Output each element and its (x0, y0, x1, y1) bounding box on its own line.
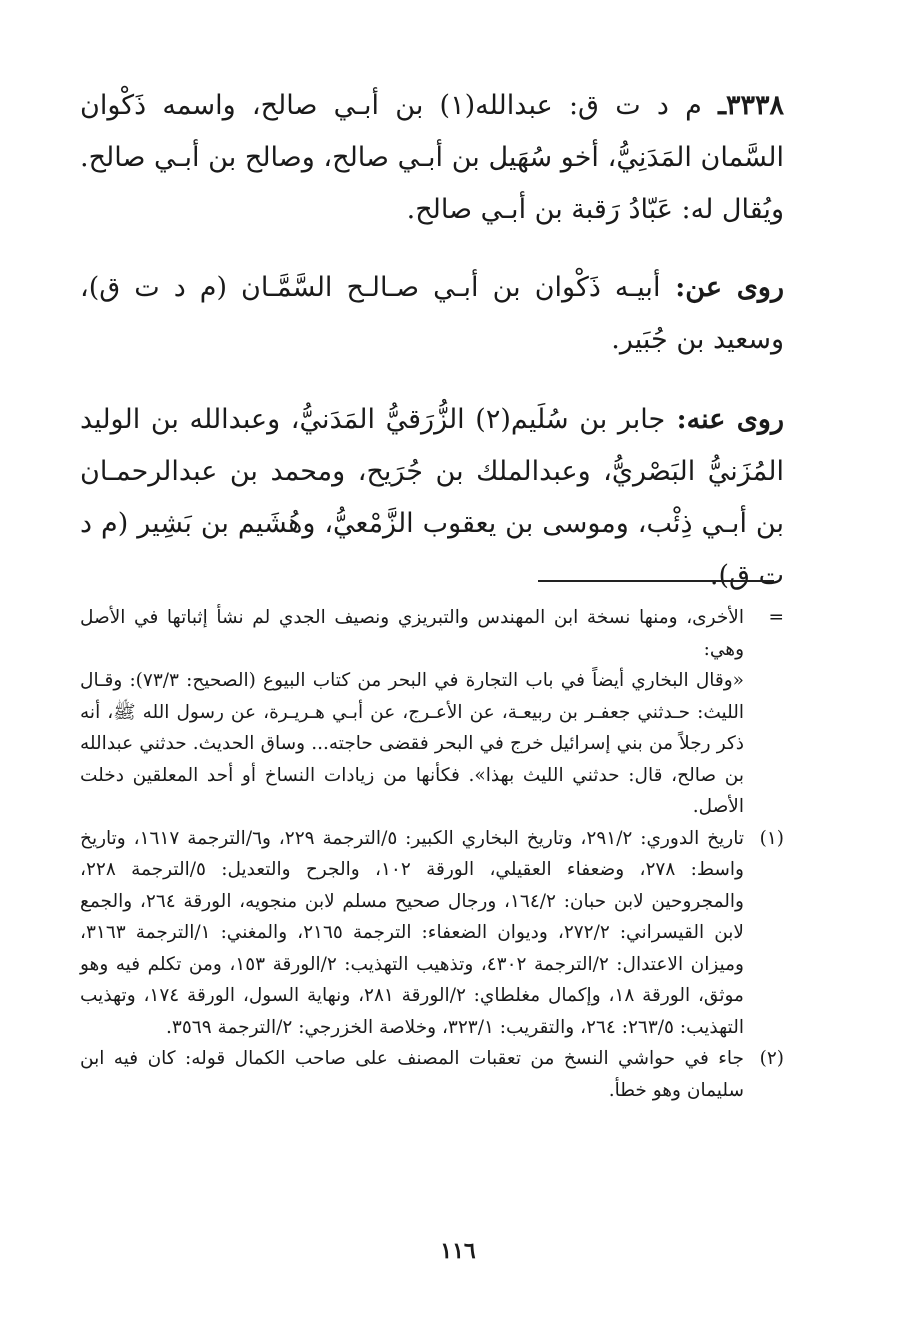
entry-symbols: م د ت ق: (552, 90, 719, 121)
narrated-from-label: روى عن: (660, 272, 785, 303)
entry-dash: ـ (718, 90, 726, 121)
narrated-by-paragraph (80, 394, 784, 602)
footnote-2-text: جاء في حواشي النسخ من تعقبات المصنف على صاحب الكمال قوله: كان فيه ابن سليمان وهو خطأ. (80, 1048, 744, 1101)
footnote-continued-body (80, 602, 744, 823)
footnotes-section (80, 602, 784, 1106)
biography-entry (80, 80, 784, 236)
footnote-separator (538, 580, 774, 582)
footnote-continued (80, 602, 784, 823)
narrated-from-text: أبيـه ذَكْوان بن أبـي صـالـح السَّمَّـان (م د ت ق)، وسعيد بن جُبَير. (80, 272, 784, 355)
footnote-1-body (80, 823, 744, 1044)
footnote-2 (80, 1043, 784, 1106)
footnote-2-body (80, 1043, 744, 1106)
narrated-by-section (80, 394, 784, 602)
narrated-by-label: روى عنه: (665, 404, 784, 435)
entry-text: عبدالله(١) بن أبـي صالح، واسمه ذَكْوان السَّمان المَدَنِيُّ، أخو سُهَيل بن أبـي صالح، وصالح بن أبـي صالح. ويُقال له: عَبّادُ رَقبة بن أبـي صالح. (80, 90, 784, 225)
page-number: ١١٦ (440, 1238, 476, 1264)
footnote-1-marker: (١) (759, 827, 784, 849)
narrated-from-paragraph (80, 262, 784, 366)
narrated-by-text: جابر بن سُلَيم(٢) الزُّرَقيُّ المَدَنيُّ، وعبدالله بن الوليد المُزَنيُّ البَصْريُّ، وعبدالملك بن جُرَيح، ومحمد بن عبدالرحمـان بن أبـي ذِئْب، وموسى بن يعقوب الزَّمْعيُّ، وهُشَيم بن بَشِير (م د ت ق). (80, 404, 784, 591)
entry-heading-paragraph (80, 80, 784, 236)
footnote-continued-line: «وقال البخاري أيضاً في باب التجارة في البحر من كتاب البيوع (الصحيح: ٧٣/٣): وقـال الليث: حـدثني جعفـر بن ربيعـة، عن الأعـرج، عن أبـي هـريـرة، عن رسول الله ﷺ، أنه ذكر رجلاً من بني إسرائيل خرج في البحر فقضى حاجته... وساق الحديث. حدثني عبدالله بن صالح، قال: حدثني الليث بهذا». فكأنها من زيادات النساخ أو أحد المعلقين دخلت الأصل. (80, 670, 745, 817)
entry-number: ٣٣٣٨ (725, 90, 784, 121)
footnote-2-marker: (٢) (759, 1048, 784, 1069)
footnote-1 (80, 823, 784, 1044)
footnote-continued-line: الأخرى، ومنها نسخة ابن المهندس والتبريزي ونصيف الجدي لم نشأ إثباتها في الأصل وهي: (80, 607, 744, 660)
footnote-1-text: تاريخ الدوري: ٢٩١/٢، وتاريخ البخاري الكبير: ٥/الترجمة ٢٢٩، و٦/الترجمة ١٦١٧، وتاريخ واسط: ٢٧٨، وضعفاء العقيلي، الورقة ١٠٢، والجرح والتعديل: ٥/الترجمة ٢٢٨، والمجروحين لابن حبان: ١٦٤/٢، ورجال صحيح مسلم لابن منجويه، الورقة ٢٦٤، والجمع لابن القيسراني: ٢٧٢/٢، وديوان الضعفاء: الترجمة ٢١٦٥، والمغني: ١/الترجمة ٣١٦٣، وميزان الاعتدال: ٢/الترجمة ٤٣٠٢، وتذهيب التهذيب: ٢/الورقة ١٥٣، ومن تكلم فيه وهو موثق، الورقة ١٨، وإكمال مغلطاي: ٢/الورقة ٢٨١، ونهاية السول، الورقة ١٧٤، وتهذيب التهذيب: ٢٦٣/٥: ٢٦٤، والتقريب: ٣٢٣/١، وخلاصة الخزرجي: ٢/الترجمة ٣٥٦٩. (80, 827, 744, 1038)
footnote-continued-marker: = (768, 607, 784, 628)
narrated-from-section (80, 262, 784, 366)
